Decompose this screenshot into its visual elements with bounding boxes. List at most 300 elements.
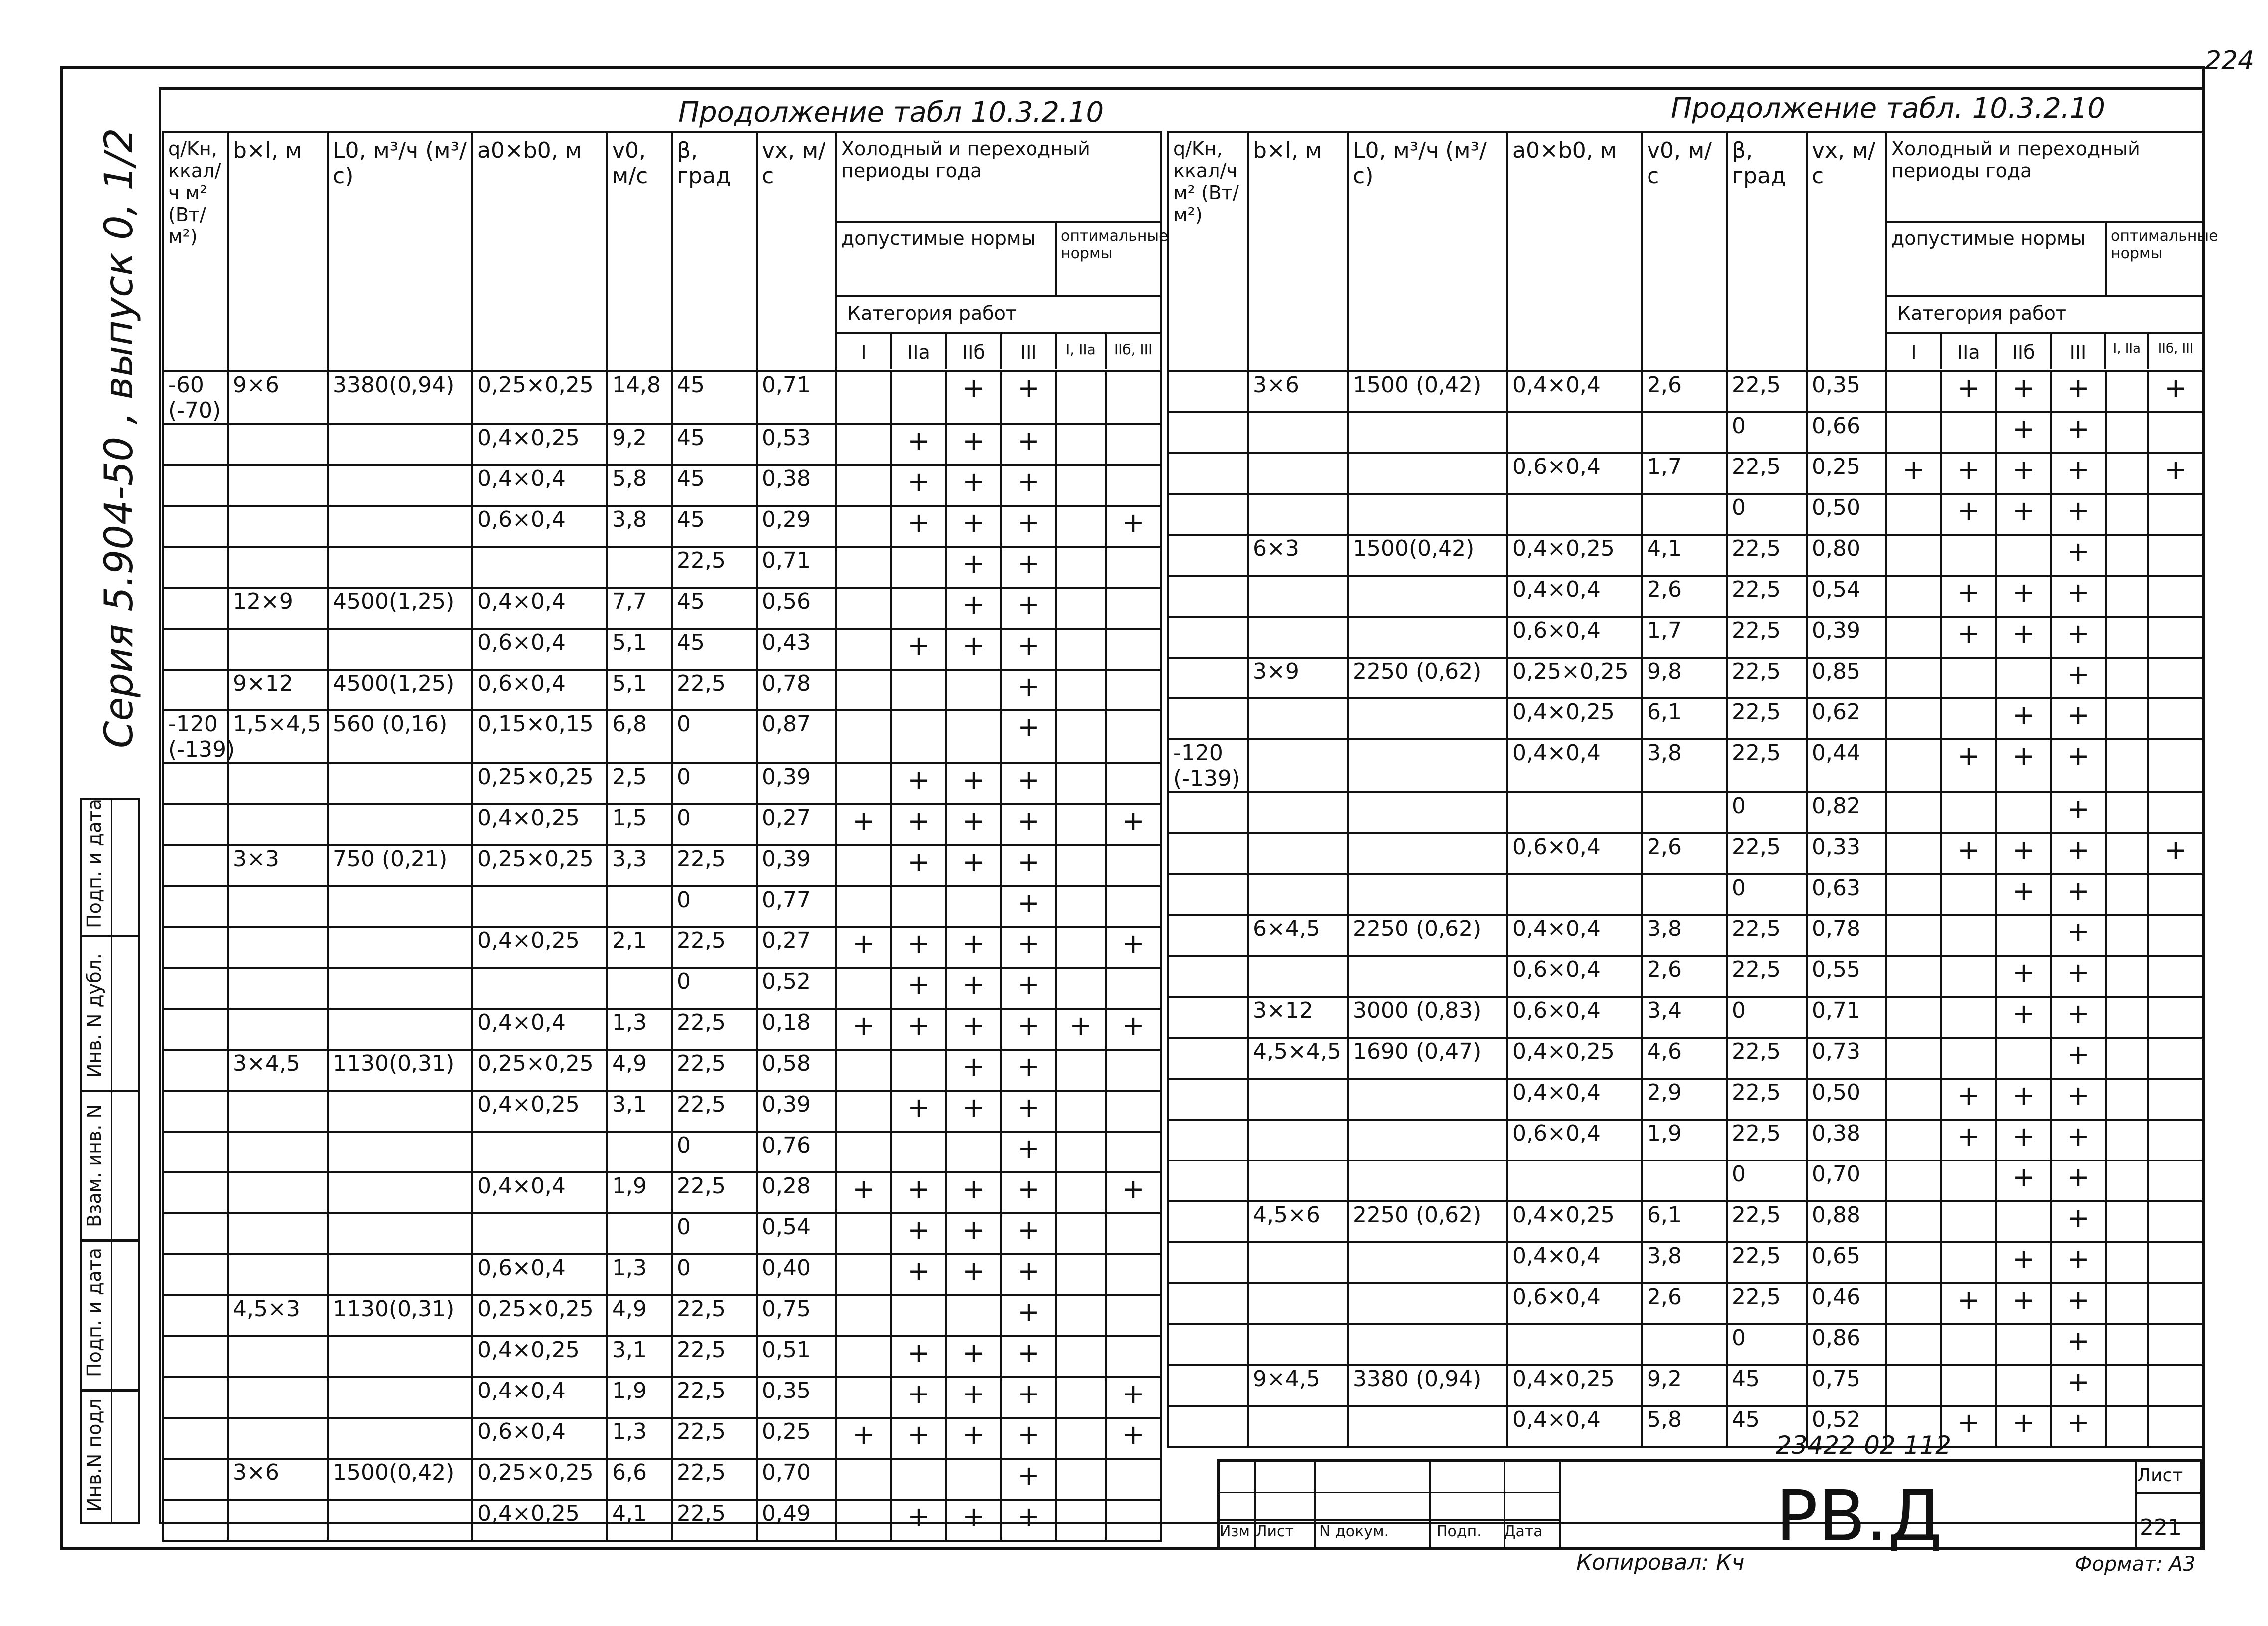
cell-bxl [228,763,328,804]
cell-mark [836,1050,891,1091]
cell-l0: 3380(0,94) [328,371,472,424]
cell-mark: + [1996,1161,2051,1201]
cell-vx: 0,62 [1807,698,1886,739]
cell-v0: 1,3 [607,1254,672,1295]
cell-v0: 3,3 [607,845,672,886]
cell-a0b0: 0,4×0,25 [1507,535,1642,576]
cell-mark [2106,535,2148,576]
cell-l0: 4500(1,25) [328,670,472,710]
cell-mark: + [1941,453,1996,494]
table-row [163,1091,1161,1132]
cell-l0 [1348,792,1507,833]
cell-mark [1886,1038,1941,1079]
cell-a0b0: 0,6×0,4 [1507,1283,1642,1324]
cell-vx: 0,52 [1807,1406,1886,1447]
cell-mark: + [1106,1377,1161,1418]
cell-l0 [1348,956,1507,997]
cell-q [1168,698,1248,739]
cell-mark [1886,494,1941,535]
cell-mark [1056,1295,1106,1336]
cell-vx: 0,35 [757,1377,836,1418]
cell-l0 [328,506,472,547]
cell-vx: 0,51 [757,1336,836,1377]
cell-mark [836,629,891,670]
cell-l0 [1348,1324,1507,1365]
cell-bxl [228,1172,328,1213]
stamp-col-izm: Изм [1220,1523,1250,1540]
cell-mark [946,670,1001,710]
cell-vx: 0,76 [757,1132,836,1172]
table-row [1168,698,2203,739]
cell-l0 [1348,698,1507,739]
cell-v0: 9,8 [1642,658,1727,698]
cell-a0b0 [1507,792,1642,833]
cell-bxl: 6×4,5 [1248,915,1348,956]
cell-a0b0: 0,25×0,25 [472,845,607,886]
cell-mark [1996,1365,2051,1406]
stamp-col-sign: Подп. [1437,1523,1482,1540]
cell-beta: 0 [1727,1161,1807,1201]
cell-mark: + [1996,739,2051,792]
cell-beta: 22,5 [672,927,757,968]
cell-mark [2106,453,2148,494]
cell-bxl [228,506,328,547]
cell-mark [1941,792,1996,833]
cell-v0: 4,1 [1642,535,1727,576]
cell-l0: 1500 (0,42) [1348,371,1507,412]
cell-l0: 3380 (0,94) [1348,1365,1507,1406]
cell-mark [1996,1324,2051,1365]
cell-mark: + [2051,1406,2106,1447]
cell-l0 [1348,1161,1507,1201]
cell-mark: + [1001,763,1056,804]
cell-l0: 2250 (0,62) [1348,1201,1507,1242]
table-left-header [163,132,1168,371]
cell-bxl [1248,412,1348,453]
cell-v0: 2,6 [1642,371,1727,412]
stamp-col-list: Лист [1256,1523,1294,1540]
cell-bxl [1248,617,1348,658]
cell-mark: + [2051,576,2106,617]
stamp-doc-code: 23422-02 112 [1776,1431,1952,1460]
cell-v0: 1,9 [607,1377,672,1418]
cell-a0b0 [1507,874,1642,915]
table-row [163,710,1161,763]
cell-mark [2106,997,2148,1038]
col-a0b0: a0×b0, м [472,132,607,371]
cell-mark [1996,535,2051,576]
cell-q [163,1172,228,1213]
cell-mark [836,1336,891,1377]
cell-l0 [328,804,472,845]
cell-v0: 4,1 [607,1500,672,1541]
cell-mark: + [2051,874,2106,915]
cell-mark [1106,1132,1161,1172]
table-row [163,670,1161,710]
cell-mark [836,968,891,1009]
cell-mark: + [946,424,1001,465]
cell-mark: + [1941,1079,1996,1120]
cell-vx: 0,71 [757,547,836,588]
cell-mark [836,670,891,710]
cell-mark [836,1132,891,1172]
cell-beta: 0 [1727,997,1807,1038]
cell-a0b0: 0,6×0,4 [472,506,607,547]
cell-mark: + [1106,804,1161,845]
cell-l0 [328,1377,472,1418]
cell-mark [1106,424,1161,465]
cell-mark [836,710,891,763]
cell-v0: 3,8 [1642,915,1727,956]
table-row [1168,956,2203,997]
table-row [163,968,1161,1009]
cell-a0b0: 0,15×0,15 [472,710,607,763]
cell-mark [1941,956,1996,997]
cell-mark [1941,874,1996,915]
cell-a0b0 [1507,412,1642,453]
cell-bxl: 4,5×4,5 [1248,1038,1348,1079]
cell-a0b0: 0,4×0,4 [1507,739,1642,792]
cell-a0b0: 0,4×0,4 [1507,1406,1642,1447]
cell-mark [1056,670,1106,710]
cell-mark [2148,1324,2203,1365]
cell-bxl [1248,1324,1348,1365]
cell-mark: + [1001,1254,1056,1295]
cell-mark: + [1001,588,1056,629]
table-row [1168,1079,2203,1120]
cell-mark: + [2051,1283,2106,1324]
cell-mark: + [1941,494,1996,535]
cell-mark: + [1106,506,1161,547]
cell-v0: 3,1 [607,1091,672,1132]
cell-mark [1886,1161,1941,1201]
cell-mark [1056,506,1106,547]
cell-bxl [1248,833,1348,874]
cell-l0: 2250 (0,62) [1348,658,1507,698]
cell-mark [1056,886,1106,927]
table-row [1168,453,2203,494]
cell-mark: + [946,1500,1001,1541]
cell-l0 [328,1500,472,1541]
cell-mark [2148,617,2203,658]
cell-v0: 1,9 [607,1172,672,1213]
cell-mark: + [1001,424,1056,465]
cell-q [163,547,228,588]
cell-mark [891,1132,946,1172]
table-row [163,1213,1161,1254]
cell-mark [1106,1336,1161,1377]
cell-mark: + [946,763,1001,804]
cell-mark: + [836,927,891,968]
cell-vx: 0,70 [757,1459,836,1500]
cell-q [163,1132,228,1172]
col-optimal-r: оптимальные нормы [2106,222,2203,296]
cell-mark [1941,698,1996,739]
cell-mark: + [1001,1459,1056,1500]
cell-mark [1886,658,1941,698]
cell-v0: 3,8 [1642,1242,1727,1283]
table-row [163,1254,1161,1295]
cell-q [163,465,228,506]
cell-vx: 0,49 [757,1500,836,1541]
cat-opt-2: IIб, III [1114,341,1153,358]
cell-bxl [228,465,328,506]
cell-bxl [1248,792,1348,833]
col-a0b0-r: a0×b0, м [1507,132,1642,371]
col-period-r: Холодный и переходный периоды года [1886,132,2203,222]
cell-mark [836,845,891,886]
cell-v0: 5,1 [607,670,672,710]
cell-mark: + [1001,1213,1056,1254]
cell-vx: 0,75 [757,1295,836,1336]
col-beta-r: β, град [1727,132,1807,371]
cell-q [163,886,228,927]
cell-mark [1996,792,2051,833]
cell-a0b0: 0,4×0,4 [472,1377,607,1418]
cell-mark: + [1996,371,2051,412]
caption-right: Продолжение табл. 10.3.2.10 [1671,92,2105,125]
cell-mark [836,506,891,547]
cell-mark: + [891,1336,946,1377]
page-number: 224 [2205,46,2255,76]
cell-a0b0: 0,6×0,4 [472,670,607,710]
cell-mark: + [2051,1242,2106,1283]
cell-bxl [228,547,328,588]
table-row [163,845,1161,886]
cell-mark: + [946,1050,1001,1091]
cell-beta: 22,5 [672,1172,757,1213]
cell-q: -120 (-139) [1168,739,1248,792]
cell-mark: + [2051,915,2106,956]
cell-mark [1886,739,1941,792]
cell-mark [1056,1213,1106,1254]
cell-beta: 22,5 [1727,833,1807,874]
cell-vx: 0,35 [1807,371,1886,412]
cell-l0 [328,465,472,506]
cell-mark [1886,1365,1941,1406]
cell-v0: 6,1 [1642,698,1727,739]
cell-mark [946,886,1001,927]
col-allowed-r: допустимые нормы [1886,222,2106,296]
cell-mark [2106,698,2148,739]
cell-mark [836,424,891,465]
cell-l0 [1348,1242,1507,1283]
cell-mark: + [1996,833,2051,874]
cell-mark: + [891,845,946,886]
cell-v0 [1642,412,1727,453]
cell-a0b0 [1507,1324,1642,1365]
cell-vx: 0,65 [1807,1242,1886,1283]
cell-mark [2148,739,2203,792]
cell-beta: 0 [672,710,757,763]
cell-mark: + [891,465,946,506]
table-row [1168,874,2203,915]
cell-vx: 0,82 [1807,792,1886,833]
cell-l0 [1348,833,1507,874]
cell-mark: + [1996,1242,2051,1283]
cell-mark [891,886,946,927]
cell-a0b0: 0,6×0,4 [472,1418,607,1459]
table-row [1168,576,2203,617]
cell-mark [1056,1336,1106,1377]
cell-mark [2148,1201,2203,1242]
cell-beta: 0 [1727,792,1807,833]
cell-mark: + [2148,371,2203,412]
cell-vx: 0,54 [1807,576,1886,617]
cell-bxl [228,1254,328,1295]
cell-mark [1106,371,1161,424]
cell-mark [1106,629,1161,670]
cell-q [163,588,228,629]
cell-beta: 45 [1727,1406,1807,1447]
cell-beta: 22,5 [1727,371,1807,412]
table-row [1168,371,2203,412]
table-row [1168,1324,2203,1365]
cell-mark: + [1106,1172,1161,1213]
cell-v0: 3,1 [607,1336,672,1377]
cell-a0b0: 0,4×0,4 [1507,371,1642,412]
cell-mark [2106,412,2148,453]
table-left-body [163,371,1161,1541]
cell-mark [1996,658,2051,698]
side-strip-label-2: Подп. и дата [83,1248,105,1377]
cat-2a: IIа [892,334,947,369]
cell-beta: 22,5 [672,1500,757,1541]
cell-q [1168,1161,1248,1201]
cell-mark: + [946,804,1001,845]
col-period: Холодный и переходный периоды года [836,132,1161,222]
cell-mark [891,371,946,424]
cell-beta: 22,5 [672,1459,757,1500]
cell-l0 [328,1091,472,1132]
cell-l0 [1348,576,1507,617]
cell-mark: + [1996,956,2051,997]
table-row [163,1132,1161,1172]
cell-mark [2148,956,2203,997]
cell-mark: + [946,506,1001,547]
cell-mark [2148,1406,2203,1447]
table-row [163,1500,1161,1541]
cell-mark [946,710,1001,763]
cell-bxl: 3×4,5 [228,1050,328,1091]
cell-mark: + [946,1377,1001,1418]
cell-l0 [328,968,472,1009]
cell-v0: 6,6 [607,1459,672,1500]
table-row [1168,1242,2203,1283]
cell-v0: 4,9 [607,1295,672,1336]
cell-mark: + [1001,465,1056,506]
cell-a0b0: 0,4×0,4 [472,1172,607,1213]
cell-l0 [1348,739,1507,792]
cell-bxl [228,1213,328,1254]
cell-mark [836,1254,891,1295]
cell-q [1168,1283,1248,1324]
cell-beta: 0 [672,804,757,845]
col-vx: vx, м/с [757,132,836,371]
cell-vx: 0,56 [757,588,836,629]
cell-mark [1056,547,1106,588]
cell-vx: 0,52 [757,968,836,1009]
cell-bxl [228,424,328,465]
cell-mark: + [946,1091,1001,1132]
cell-mark: + [891,763,946,804]
cell-q [163,629,228,670]
cell-mark: + [946,1418,1001,1459]
cell-mark [1106,1500,1161,1541]
cell-mark: + [1996,1079,2051,1120]
cell-a0b0: 0,4×0,25 [1507,698,1642,739]
cell-q [1168,1242,1248,1283]
table-row [163,1009,1161,1050]
cell-mark [2148,874,2203,915]
cell-bxl [228,1377,328,1418]
cell-q [163,845,228,886]
cell-mark [1056,1500,1106,1541]
cell-q [163,1213,228,1254]
cell-mark [2148,698,2203,739]
cell-vx: 0,71 [757,371,836,424]
table-right-body [1168,371,2203,1447]
cell-mark [1106,886,1161,927]
cell-v0: 7,7 [607,588,672,629]
cell-mark [891,588,946,629]
cell-mark [2148,1242,2203,1283]
cell-mark [1886,698,1941,739]
cell-mark: + [836,804,891,845]
cell-vx: 0,66 [1807,412,1886,453]
cell-mark: + [2051,1365,2106,1406]
cell-l0 [328,1132,472,1172]
cell-v0: 1,9 [1642,1120,1727,1161]
cell-q [1168,535,1248,576]
cell-bxl [228,629,328,670]
cell-mark: + [2051,494,2106,535]
cell-mark [2106,576,2148,617]
cell-mark: + [891,804,946,845]
cell-mark: + [2148,833,2203,874]
cell-l0 [328,927,472,968]
cell-mark [836,886,891,927]
cell-q [1168,617,1248,658]
cell-mark: + [1996,1406,2051,1447]
cell-mark [1106,968,1161,1009]
cell-l0 [328,886,472,927]
cell-beta: 0 [1727,412,1807,453]
cell-vx: 0,80 [1807,535,1886,576]
cell-beta: 22,5 [672,547,757,588]
cell-beta: 22,5 [1727,1242,1807,1283]
stamp-sheet-label: Лист [2137,1465,2183,1486]
cell-q [163,804,228,845]
cat-2a-r: IIа [1942,334,1997,369]
cell-v0: 6,8 [607,710,672,763]
cell-l0 [328,1418,472,1459]
cell-mark [1886,535,1941,576]
cell-mark: + [1001,1050,1056,1091]
cell-mark: + [891,1009,946,1050]
cell-mark: + [1941,576,1996,617]
cell-mark [1886,412,1941,453]
cat-1-r: I [1887,334,1942,369]
col-q: q/Kн, ккал/ч м² (Вт/м²) [163,132,228,371]
cell-v0: 5,8 [1642,1406,1727,1447]
cell-mark [1886,915,1941,956]
cell-bxl [1248,1120,1348,1161]
side-strip-label-3: Взам. инв. N [83,1104,105,1227]
table-row [1168,739,2203,792]
cell-mark [2106,915,2148,956]
cell-a0b0: 0,4×0,25 [472,1336,607,1377]
